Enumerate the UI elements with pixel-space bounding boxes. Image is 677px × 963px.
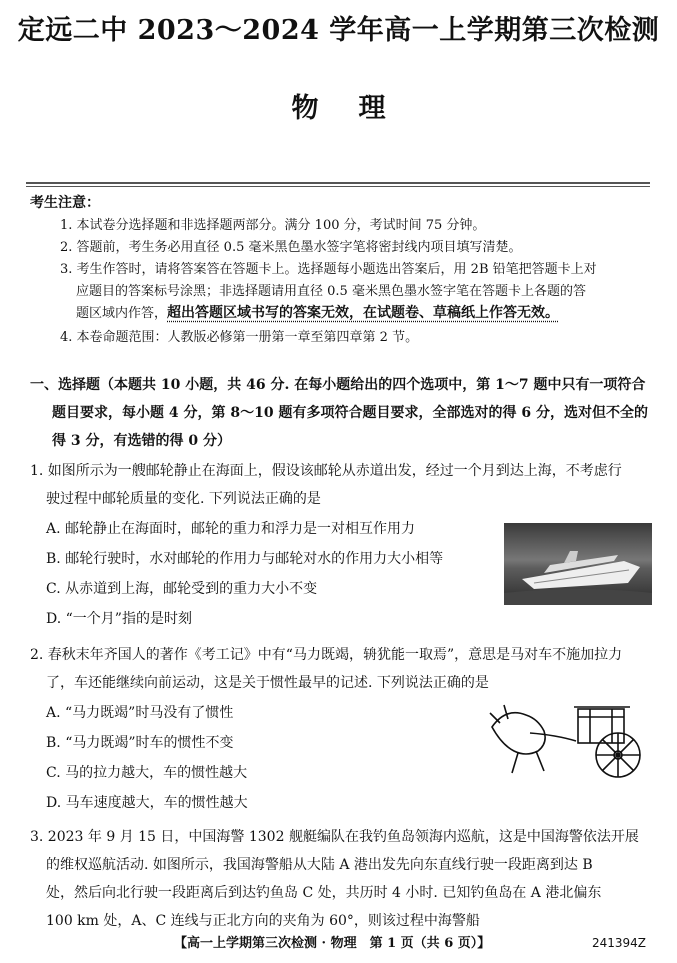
question-2-stem: 了，车还能继续向前运动，这是关于惯性最早的记述. 下列说法正确的是: [46, 675, 489, 691]
notice-item-continued: [76, 302, 559, 322]
question-3-stem: 100 km 处，A、C 连线与正北方向的夹角为 60°，则该过程中海警船: [46, 913, 480, 929]
page-footer: 【高一上学期第三次检测 · 物理 第 1 页（共 6 页）】: [174, 936, 491, 951]
chariot-icon: [486, 693, 646, 785]
question-1-option-a: A. 邮轮静止在海面时，邮轮的重力和浮力是一对相互作用力: [46, 521, 416, 537]
question-1-option-d: D. “一个月”指的是时刻: [46, 611, 192, 627]
exam-code: 241394Z: [592, 936, 647, 950]
notice-item: 3. 考生作答时，请将答案答在答题卡上。选择题每小题选出答案后，用 2B 铅笔把答题卡上对: [60, 262, 597, 277]
question-1-stem: 1. 如图所示为一艘邮轮静止在海面上，假设该邮轮从赤道出发，经过一个月到达上海，不考虑行: [30, 463, 622, 479]
question-2-option-a: A. “马力既竭”时马没有了惯性: [46, 705, 234, 721]
cruise-ship-photo: [504, 523, 652, 605]
divider: [26, 182, 650, 184]
section-heading: 一、选择题（本题共 10 小题，共 46 分. 在每小题给出的四个选项中，第 1～7 题中只有一项符合: [30, 377, 646, 393]
question-2-stem: 2. 春秋末年齐国人的著作《考工记》中有“马力既竭，辀犹能一取焉”，意思是马对车不施加拉力: [30, 647, 623, 663]
horse-chariot-illustration: [486, 693, 646, 785]
question-1-option-c: C. 从赤道到上海，邮轮受到的重力大小不变: [46, 581, 318, 597]
question-3-stem: 3. 2023 年 9 月 15 日，中国海警 1302 舰艇编队在我钓鱼岛领海内巡航，这是中国海警依法开展: [30, 829, 639, 845]
question-1-stem: 驶过程中邮轮质量的变化. 下列说法正确的是: [46, 491, 321, 507]
notice-item: 1. 本试卷分选择题和非选择题两部分。满分 100 分，考试时间 75 分钟。: [60, 218, 486, 233]
subject-title: 物理: [291, 93, 426, 124]
notice-item: 应题目的答案标号涂黑；非选择题请用直径 0.5 毫米黑色墨水签字笔在答题卡上各题的答: [76, 284, 586, 299]
question-2-option-c: C. 马的拉力越大，车的惯性越大: [46, 765, 248, 781]
page-title: 定远二中 2023～2024 学年高一上学期第三次检测: [17, 15, 660, 46]
notice-item: 2. 答题前，考生务必用直径 0.5 毫米黑色墨水签字笔将密封线内项目填写清楚。: [60, 240, 522, 255]
section-heading-line: 得 3 分，有选错的得 0 分）: [52, 433, 231, 449]
question-1-option-b: B. 邮轮行驶时，水对邮轮的作用力与邮轮对水的作用力大小相等: [46, 551, 444, 567]
section-heading-line: 题目要求，每小题 4 分，第 8～10 题有多项符合题目要求，全部选对的得 6 分，选对但不全的: [52, 405, 648, 421]
question-3-stem: 的维权巡航活动. 如图所示，我国海警船从大陆 A 港出发先向东直线行驶一段距离到达 B: [46, 857, 593, 873]
divider: [26, 186, 650, 187]
cruise-ship-icon: [504, 523, 652, 605]
notice-heading: 考生注意：: [30, 195, 100, 211]
question-2-option-b: B. “马力既竭”时车的惯性不变: [46, 735, 234, 751]
notice-emphasis: 超出答题区域书写的答案无效，在试题卷、草稿纸上作答无效。: [167, 305, 560, 321]
question-2-option-d: D. 马车速度越大，车的惯性越大: [46, 795, 248, 811]
notice-item: 4. 本卷命题范围：人教版必修第一册第一章至第四章第 2 节。: [60, 330, 419, 345]
notice-text: 题区域内作答，: [76, 306, 168, 321]
question-3-stem: 处，然后向北行驶一段距离后到达钓鱼岛 C 处，共历时 4 小时. 已知钓鱼岛在 A 港北偏东: [46, 885, 602, 901]
